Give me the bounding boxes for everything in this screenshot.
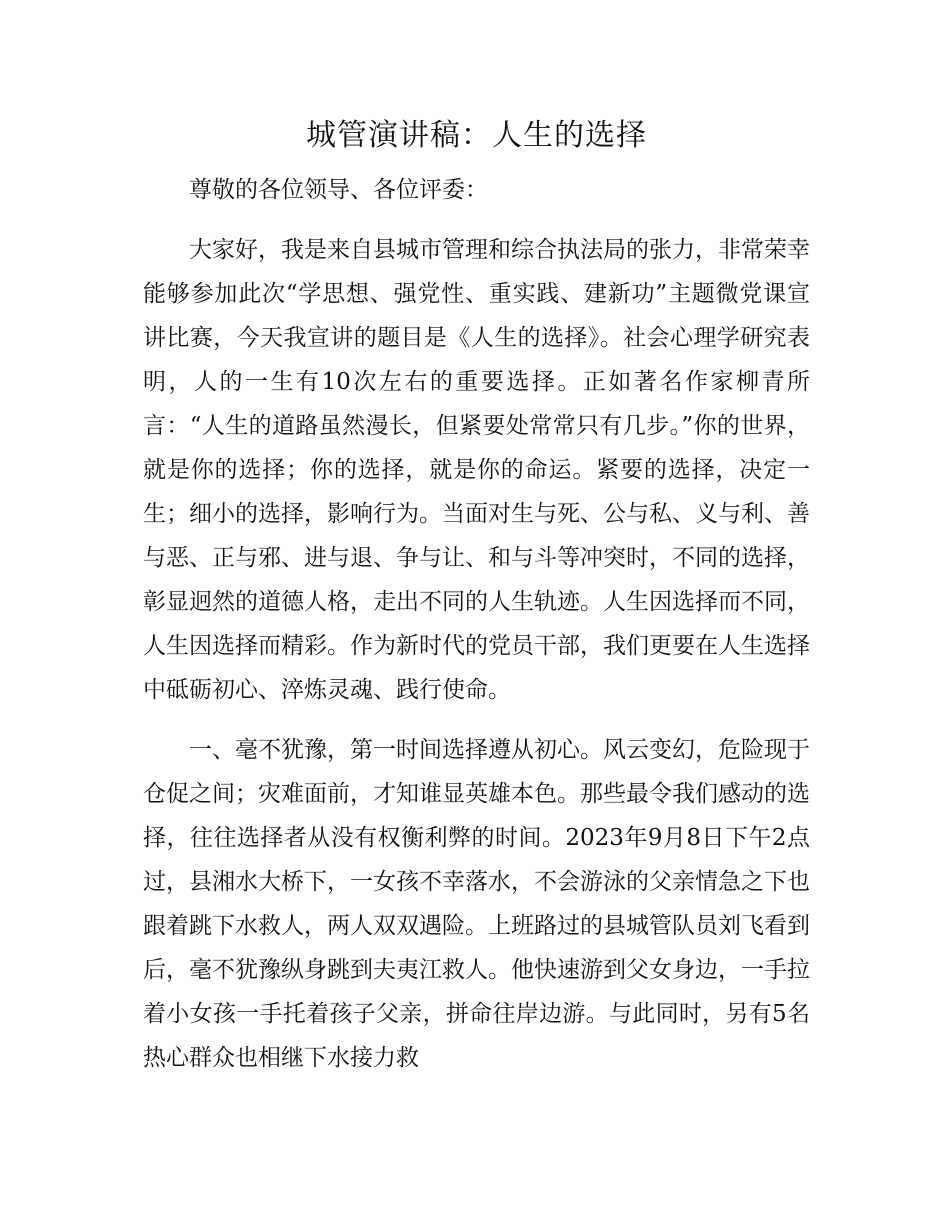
document-page (143, 112, 810, 1080)
intro-paragraph: 大家好，我是来自县城市管理和综合执法局的张力，非常荣幸能够参加此次“学思想、强党性、重实践、建新功”主题微党课宣讲比赛，今天我宣讲的题目是《人生的选择》。社会心理学研究表明，人的一生有10次左右的重要选择。正如著名作家柳青所言：“人生的道路虽然漫长，但紧要处常常只有几步。”你的世界，就是你的选择；你的选择，就是你的命运。紧要的选择，决定一生；细小的选择，影响行为。当面对生与死、公与私、义与利、善与恶、正与邪、进与退、争与让、和与斗等冲突时，不同的选择，彰显迥然的道德人格，走出不同的人生轨迹。人生因选择而不同，人生因选择而精彩。作为新时代的党员干部，我们更要在人生选择中砥砺初心、淬炼灵魂、践行使命。 (143, 237, 810, 703)
salutation-paragraph: 尊敬的各位领导、各位评委： (189, 177, 488, 203)
document-title: 城管演讲稿：人生的选择 (306, 118, 647, 153)
section-one-paragraph: 一、毫不犹豫，第一时间选择遵从初心。风云变幻，危险现于仓促之间；灾难面前，才知谁显英雄本色。那些最令我们感动的选择，往往选择者从没有权衡利弊的时间。2023年9月8日下午2点过，县湘水大桥下，一女孩不幸落水，不会游泳的父亲情急之下也跟着跳下水救人，两人双双遇险。上班路过的县城管队员刘飞看到后，毫不犹豫纵身跳到夫夷江救人。他快速游到父女身边，一手拉着小女孩一手托着孩子父亲，拼命往岸边游。与此同时，另有5名热心群众也相继下水接力救 (143, 737, 810, 1071)
